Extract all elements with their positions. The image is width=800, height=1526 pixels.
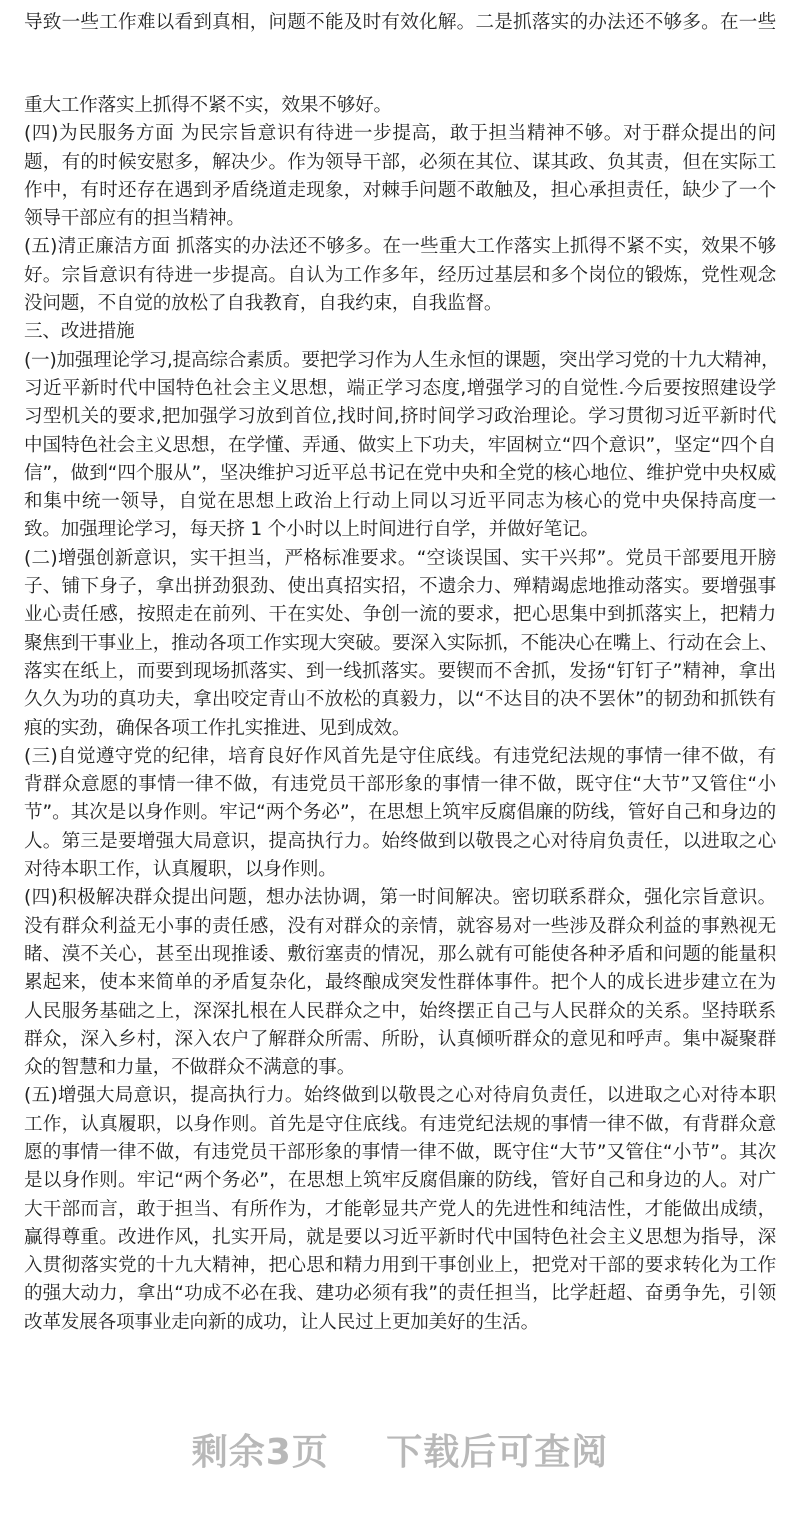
- text-line: (四)为民服务方面 为民宗旨意识有待进一步提高，敢于担当精神不够。对于群众提出的问: [24, 123, 776, 145]
- text-line: 聚焦到干事业上，推动各项工作实现大突破。要深入实际抓，不能决心在嘴上、行动在会上、: [24, 632, 779, 654]
- text-line: 习型机关的要求,把加强学习放到首位,找时间,挤时间学习政治理论。学习贯彻习近平新时代: [24, 406, 776, 428]
- text-line: 作中，有时还存在遇到矛盾绕道走现象，对棘手问题不敢触及，担心承担责任，缺少了一个: [24, 179, 776, 201]
- text-line: 好。宗旨意识有待进一步提高。自认为工作多年，经历过基层和多个岗位的锻炼，党性观念: [24, 264, 776, 286]
- download-prompt[interactable]: [0, 1424, 800, 1475]
- text-line: 重大工作落实上抓得不紧不实，效果不够好。: [24, 95, 392, 116]
- text-line: 没问题，不自觉的放松了自我教育，自我约束，自我监督。: [24, 293, 503, 315]
- paragraph: [24, 120, 776, 233]
- text-line: 众的智慧和力量，不做群众不满意的事。: [24, 1057, 356, 1079]
- text-line: (五)清正廉洁方面 抓落实的办法还不够多。在一些重大工作落实上抓得不紧不实，效果不够: [24, 236, 776, 258]
- text-line: (三)自觉遵守党的纪律，培育良好作风首先是守住底线。有违党纪法规的事情一律不做，有: [24, 745, 776, 767]
- text-line: (四)积极解决群众提出问题，想办法协调，第一时间解决。密切联系群众，强化宗旨意识。: [24, 887, 776, 909]
- paragraph: [24, 743, 776, 884]
- text-line: 题，有的时候安慰多，解决少。作为领导干部，必须在其位、谋其政、负其责，但在实际工: [24, 151, 776, 173]
- text-line: (一)加强理论学习,提高综合素质。要把学习作为人生永恒的课题，突出学习党的十九大精神，: [24, 349, 780, 371]
- text-line: 痕的实劲，确保各项工作扎实推进、见到成效。: [24, 717, 411, 739]
- text-line: 信”，做到“四个服从”，坚决维护习近平总书记在党中央和全党的核心地位、维护党中央权威: [24, 462, 776, 484]
- paragraph: [24, 1082, 776, 1337]
- document-page-top: [24, 9, 776, 37]
- paragraph: [24, 884, 776, 1082]
- text-line: 三、改进措施: [24, 321, 135, 343]
- paragraph: [24, 318, 776, 346]
- download-to-view-label[interactable]: 下载后可查阅: [386, 1432, 609, 1473]
- text-line: 愿的事情一律不做，有违党员干部形象的事情一律不做，既守住“大节”又管住“小节”。其次: [24, 1141, 776, 1163]
- text-line: 改革发展各项事业走向新的成功，让人民过上更加美好的生活。: [24, 1311, 540, 1333]
- text-line: 节”。其次是以身作则。牢记“两个务必”，在思想上筑牢反腐倡廉的防线，管好自己和身边的: [24, 802, 776, 824]
- text-line: 领导干部应有的担当精神。: [24, 208, 245, 230]
- document-page-body: [24, 92, 780, 1337]
- paragraph: [24, 233, 776, 318]
- text-line: 没有群众利益无小事的责任感，没有对群众的亲情，就容易对一些涉及群众利益的事熟视无: [24, 915, 776, 937]
- text-line: (五)增强大局意识，提高执行力。始终做到以敬畏之心对待肩负责任，以进取之心对待本职: [24, 1085, 776, 1107]
- text-line: 睹、漠不关心，甚至出现推诿、敷衍塞责的情况，那么就有可能使各种矛盾和问题的能量积: [24, 943, 776, 965]
- text-line: 业心责任感，按照走在前列、干在实处、争创一流的要求，把心思集中到抓落实上，把精力: [24, 604, 776, 626]
- paragraph: [24, 545, 779, 743]
- remaining-pages-label[interactable]: 剩余3页: [191, 1432, 329, 1473]
- text-line: 中国特色社会主义思想，在学懂、弄通、做实上下功夫，牢固树立“四个意识”，坚定“四个自: [24, 434, 776, 456]
- text-line: 致。加强理论学习，每天挤 1 个小时以上时间进行自学，并做好笔记。: [24, 519, 599, 541]
- text-line: (二)增强创新意识，实干担当，严格标准要求。“空谈误国、实干兴邦”。党员干部要甩开膀: [24, 547, 776, 569]
- text-line: 人。第三是要增强大局意识，提高执行力。始终做到以敬畏之心对待肩负责任，以进取之心: [24, 830, 776, 852]
- text-line: 对待本职工作，认真履职，以身作则。: [24, 859, 337, 881]
- text-line: 背群众意愿的事情一律不做，有违党员干部形象的事情一律不做，既守住“大节”又管住“小: [24, 774, 776, 796]
- text-line: 落实在纸上，而要到现场抓落实、到一线抓落实。要锲而不舍抓，发扬“钉钉子”精神，拿出: [24, 660, 776, 682]
- text-line: 赢得尊重。改进作风，扎实开局，就是要以习近平新时代中国特色社会主义思想为指导，深: [24, 1226, 776, 1248]
- text-line: 入贯彻落实党的十九大精神，把心思和精力用到干事创业上，把党对干部的要求转化为工作: [24, 1255, 776, 1277]
- text-line: 习近平新时代中国特色社会主义思想，端正学习态度,增强学习的自觉性.今后要按照建设学: [24, 377, 776, 399]
- text-line: 是以身作则。牢记“两个务必”，在思想上筑牢反腐倡廉的防线，管好自己和身边的人。对广: [24, 1170, 776, 1192]
- text-line: 人民服务基础之上，深深扎根在人民群众之中，始终摆正自己与人民群众的关系。坚持联系: [24, 1000, 776, 1022]
- text-line: 群众，深入乡村，深入农户了解群众所需、所盼，认真倾听群众的意见和呼声。集中凝聚群: [24, 1028, 776, 1050]
- text-line: 和集中统一领导，自觉在思想上政治上行动上同以习近平同志为核心的党中央保持高度一: [24, 491, 776, 513]
- paragraph: [24, 347, 780, 545]
- paragraph: [24, 92, 776, 120]
- text-line: 累起来，使本来简单的矛盾复杂化，最终酿成突发性群体事件。把个人的成长进步建立在为: [24, 972, 776, 994]
- text-line: 的强大动力，拿出“功成不必在我、建功必须有我”的责任担当，比学赶超、奋勇争先，引领: [24, 1283, 776, 1305]
- text-line: 久久为功的真功夫，拿出咬定青山不放松的真毅力，以“不达目的决不罢休”的韧劲和抓铁有: [24, 689, 776, 711]
- text-line: 大干部而言，敢于担当、有所作为，才能彰显共产党人的先进性和纯洁性，才能做出成绩，: [24, 1198, 776, 1220]
- text-line: 工作，认真履职，以身作则。首先是守住底线。有违党纪法规的事情一律不做，有背群众意: [24, 1113, 776, 1135]
- text-line: 导致一些工作难以看到真相，问题不能及时有效化解。二是抓落实的办法还不够多。在一些: [24, 12, 776, 33]
- text-line: 子、铺下身子，拿出拼劲狠劲、使出真招实招，不遗余力、殚精竭虑地推动落实。要增强事: [24, 576, 776, 598]
